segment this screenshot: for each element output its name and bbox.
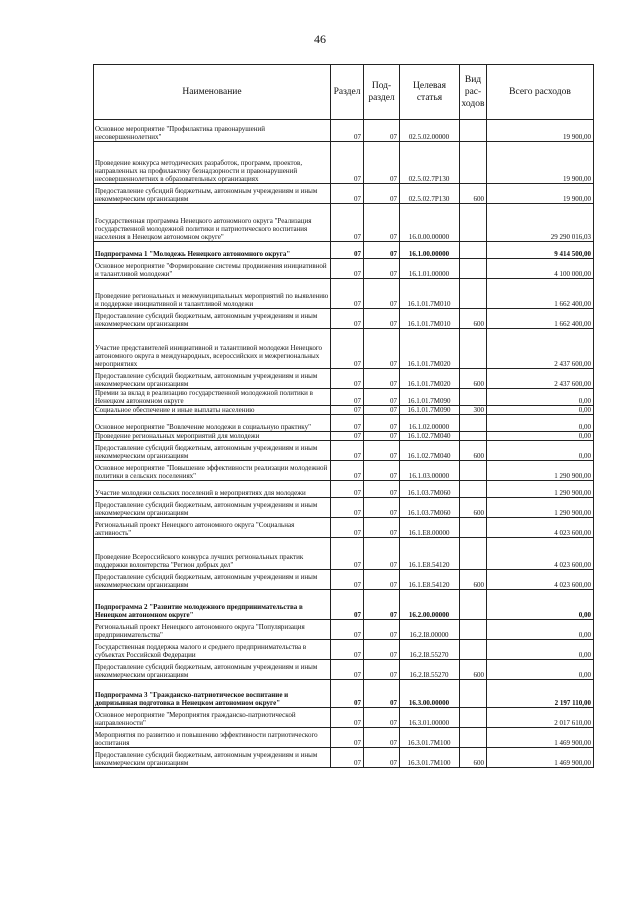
table-row: [94, 259, 594, 279]
row-total: 9 414 500,00: [487, 242, 594, 259]
row-subsection: 07: [364, 441, 400, 461]
row-section: 07: [331, 728, 364, 748]
row-target: 02.5.02.00000: [400, 120, 460, 142]
row-total: 4 023 600,00: [487, 518, 594, 538]
row-name: Основное мероприятие "Вовлечение молодежи в социальную практику": [94, 415, 331, 432]
table-row: [94, 309, 594, 329]
row-expense-type: 300: [460, 406, 487, 415]
row-name: Основное мероприятие "Формирование системы продвижения инициативной и талантливой молодежи": [94, 259, 331, 279]
table-row: [94, 708, 594, 728]
row-total: 0,00: [487, 406, 594, 415]
row-total: 1 662 400,00: [487, 279, 594, 309]
row-subsection: 07: [364, 309, 400, 329]
row-section: 07: [331, 441, 364, 461]
row-expense-type: [460, 329, 487, 369]
row-section: 07: [331, 461, 364, 481]
table-row: [94, 204, 594, 242]
row-name: Государственная программа Ненецкого автономного округа "Реализация государственной молодежной политики и патриотического воспитания населения в Ненецком автономном округе": [94, 204, 331, 242]
row-total: 1 469 900,00: [487, 748, 594, 768]
header-name: Наименование: [94, 65, 331, 120]
header-subsection: Под-раздел: [364, 65, 400, 120]
row-subsection: 07: [364, 242, 400, 259]
row-target: 16.2.I8.55270: [400, 660, 460, 680]
table-row: [94, 538, 594, 570]
row-expense-type: [460, 204, 487, 242]
row-total: 19 900,00: [487, 120, 594, 142]
table-row: [94, 590, 594, 620]
table-row: [94, 432, 594, 441]
row-target: 16.1.02.7М040: [400, 441, 460, 461]
row-expense-type: [460, 538, 487, 570]
row-name: Основное мероприятие "Мероприятия гражданско-патриотической направленности": [94, 708, 331, 728]
row-target: 16.1.01.7М020: [400, 369, 460, 389]
row-subsection: 07: [364, 184, 400, 204]
row-section: 07: [331, 538, 364, 570]
row-target: 16.1.01.7М090: [400, 389, 460, 406]
row-subsection: 07: [364, 204, 400, 242]
row-expense-type: [460, 279, 487, 309]
row-section: 07: [331, 415, 364, 432]
row-target: 16.2.I8.00000: [400, 620, 460, 640]
table-row: [94, 728, 594, 748]
row-section: 07: [331, 498, 364, 518]
row-total: 0,00: [487, 620, 594, 640]
row-subsection: 07: [364, 620, 400, 640]
table-row: [94, 748, 594, 768]
row-target: 16.1.01.7М020: [400, 329, 460, 369]
row-subsection: 07: [364, 120, 400, 142]
row-target: 16.1.01.7М010: [400, 309, 460, 329]
budget-table: [93, 64, 594, 768]
row-subsection: 07: [364, 415, 400, 432]
row-name: Премии за вклад в реализацию государственной молодежной политики в Ненецком автономном округе: [94, 389, 331, 406]
row-expense-type: [460, 590, 487, 620]
row-subsection: 07: [364, 369, 400, 389]
row-target: 16.1.Е8.00000: [400, 518, 460, 538]
row-name: Предоставление субсидий бюджетным, автономным учреждениям и иным некоммерческим организациям: [94, 748, 331, 768]
row-expense-type: [460, 142, 487, 184]
header-section: Раздел: [331, 65, 364, 120]
row-subsection: 07: [364, 708, 400, 728]
row-target: 16.3.00.00000: [400, 680, 460, 708]
row-subsection: 07: [364, 538, 400, 570]
row-expense-type: [460, 708, 487, 728]
row-subsection: 07: [364, 590, 400, 620]
row-expense-type: [460, 481, 487, 498]
row-section: 07: [331, 570, 364, 590]
row-total: 1 469 900,00: [487, 728, 594, 748]
row-target: 16.1.03.7М060: [400, 498, 460, 518]
table-body: [94, 120, 594, 768]
row-target: 02.5.02.7Р130: [400, 184, 460, 204]
table-row: [94, 142, 594, 184]
row-section: 07: [331, 680, 364, 708]
row-name: Предоставление субсидий бюджетным, автономным учреждениям и иным некоммерческим организациям: [94, 570, 331, 590]
row-expense-type: 600: [460, 369, 487, 389]
row-expense-type: [460, 461, 487, 481]
row-name: Предоставление субсидий бюджетным, автономным учреждениям и иным некоммерческим организациям: [94, 660, 331, 680]
row-total: 2 017 610,00: [487, 708, 594, 728]
table-row: [94, 620, 594, 640]
row-expense-type: [460, 680, 487, 708]
row-total: 1 662 400,00: [487, 309, 594, 329]
row-subsection: 07: [364, 259, 400, 279]
row-subsection: 07: [364, 461, 400, 481]
row-name: Подпрограмма 3 "Гражданско-патриотическое воспитание и допризывная подготовка в Ненецком автономном округе": [94, 680, 331, 708]
row-name: Участие молодежи сельских поселений в мероприятиях для молодежи: [94, 481, 331, 498]
row-subsection: 07: [364, 142, 400, 184]
row-section: 07: [331, 279, 364, 309]
row-subsection: 07: [364, 660, 400, 680]
row-target: 16.1.Е8.54120: [400, 570, 460, 590]
row-total: 19 900,00: [487, 142, 594, 184]
row-section: 07: [331, 242, 364, 259]
row-subsection: 07: [364, 640, 400, 660]
row-name: Социальное обеспечение и иные выплаты населению: [94, 406, 331, 415]
row-section: 07: [331, 620, 364, 640]
row-name: Предоставление субсидий бюджетным, автономным учреждениям и иным некоммерческим организациям: [94, 441, 331, 461]
row-target: 16.1.03.7М060: [400, 481, 460, 498]
row-total: 1 290 900,00: [487, 461, 594, 481]
row-name: Предоставление субсидий бюджетным, автономным учреждениям и иным некоммерческим организациям: [94, 369, 331, 389]
page-number: 46: [314, 32, 326, 46]
row-section: 07: [331, 640, 364, 660]
row-section: 07: [331, 748, 364, 768]
row-expense-type: 600: [460, 660, 487, 680]
row-subsection: 07: [364, 518, 400, 538]
row-name: Предоставление субсидий бюджетным, автономным учреждениям и иным некоммерческим организациям: [94, 498, 331, 518]
row-subsection: 07: [364, 406, 400, 415]
table-row: [94, 279, 594, 309]
row-subsection: 07: [364, 498, 400, 518]
row-name: Региональный проект Ненецкого автономного округа "Социальная активность": [94, 518, 331, 538]
row-name: Участие представителей инициативной и талантливой молодежи Ненецкого автономного округа в международных, всероссийских и межрегиональных мероприятиях: [94, 329, 331, 369]
row-name: Государственная поддержка малого и среднего предпринимательства в субъектах Российской Федерации: [94, 640, 331, 660]
table-row: [94, 570, 594, 590]
table-row: [94, 441, 594, 461]
row-expense-type: [460, 640, 487, 660]
row-subsection: 07: [364, 389, 400, 406]
row-section: 07: [331, 204, 364, 242]
row-section: 07: [331, 518, 364, 538]
row-section: 07: [331, 369, 364, 389]
table-row: [94, 369, 594, 389]
row-subsection: 07: [364, 680, 400, 708]
row-total: 4 100 000,00: [487, 259, 594, 279]
row-subsection: 07: [364, 728, 400, 748]
row-target: 16.1.01.7М090: [400, 406, 460, 415]
row-expense-type: 600: [460, 570, 487, 590]
header-expense-type: Вид рас-ходов: [460, 65, 487, 120]
row-section: 07: [331, 660, 364, 680]
row-expense-type: [460, 259, 487, 279]
row-subsection: 07: [364, 279, 400, 309]
row-name: Подпрограмма 1 "Молодежь Ненецкого автономного округа": [94, 242, 331, 259]
row-target: 16.1.00.00000: [400, 242, 460, 259]
header-target: Целевая статья: [400, 65, 460, 120]
table-row: [94, 498, 594, 518]
row-section: 07: [331, 481, 364, 498]
row-expense-type: [460, 518, 487, 538]
row-name: Проведение конкурса методических разработок, программ, проектов, направленных на профилактику безнадзорности и правонарушений несовершеннолетних в образовательных организациях: [94, 142, 331, 184]
row-name: Проведение Всероссийского конкурса лучших региональных практик поддержки волонтерства "Регион добрых дел": [94, 538, 331, 570]
row-expense-type: 600: [460, 441, 487, 461]
row-total: 1 290 900,00: [487, 481, 594, 498]
table-row: [94, 120, 594, 142]
row-total: 0,00: [487, 415, 594, 432]
row-name: Предоставление субсидий бюджетным, автономным учреждениям и иным некоммерческим организациям: [94, 184, 331, 204]
row-target: 16.1.01.00000: [400, 259, 460, 279]
row-total: 19 900,00: [487, 184, 594, 204]
row-total: 0,00: [487, 441, 594, 461]
row-expense-type: [460, 415, 487, 432]
row-expense-type: 600: [460, 184, 487, 204]
row-target: 16.0.00.00000: [400, 204, 460, 242]
table-row: [94, 518, 594, 538]
row-name: Проведение региональных и межмуниципальных мероприятий по выявлению и поддержке инициативной и талантливой молодежи: [94, 279, 331, 309]
table-row: [94, 461, 594, 481]
row-expense-type: [460, 389, 487, 406]
table-row: [94, 406, 594, 415]
row-name: Основное мероприятие "Повышение эффективности реализации молодежной политики в сельских поселениях": [94, 461, 331, 481]
row-total: 2 197 110,00: [487, 680, 594, 708]
row-total: 0,00: [487, 389, 594, 406]
row-subsection: 07: [364, 329, 400, 369]
row-target: 16.3.01.7М100: [400, 728, 460, 748]
row-target: 02.5.02.7Р130: [400, 142, 460, 184]
row-target: 16.3.01.00000: [400, 708, 460, 728]
row-expense-type: 600: [460, 498, 487, 518]
row-name: Основное мероприятие "Профилактика правонарушений несовершеннолетних": [94, 120, 331, 142]
header-total: Всего расходов: [487, 65, 594, 120]
row-subsection: 07: [364, 481, 400, 498]
table-row: [94, 389, 594, 406]
row-name: Подпрограмма 2 "Развитие молодежного предпринимательства в Ненецком автономном округе": [94, 590, 331, 620]
row-target: 16.2.00.00000: [400, 590, 460, 620]
row-section: 07: [331, 142, 364, 184]
table-row: [94, 640, 594, 660]
row-section: 07: [331, 329, 364, 369]
row-name: Предоставление субсидий бюджетным, автономным учреждениям и иным некоммерческим организациям: [94, 309, 331, 329]
row-total: 1 290 900,00: [487, 498, 594, 518]
row-total: 0,00: [487, 660, 594, 680]
row-section: 07: [331, 184, 364, 204]
row-section: 07: [331, 406, 364, 415]
row-section: 07: [331, 708, 364, 728]
row-total: 0,00: [487, 432, 594, 441]
table-row: [94, 415, 594, 432]
row-target: 16.1.03.00000: [400, 461, 460, 481]
row-subsection: 07: [364, 748, 400, 768]
row-section: 07: [331, 432, 364, 441]
row-target: 16.2.I8.55270: [400, 640, 460, 660]
row-total: 2 437 600,00: [487, 369, 594, 389]
row-name: Проведение региональных мероприятий для молодежи: [94, 432, 331, 441]
row-total: 4 023 600,00: [487, 570, 594, 590]
row-subsection: 07: [364, 432, 400, 441]
row-target: 16.1.02.00000: [400, 415, 460, 432]
table-row: [94, 242, 594, 259]
row-total: 29 290 016,03: [487, 204, 594, 242]
row-target: 16.1.02.7М040: [400, 432, 460, 441]
row-total: 4 023 600,00: [487, 538, 594, 570]
row-expense-type: 600: [460, 748, 487, 768]
row-total: 0,00: [487, 590, 594, 620]
row-expense-type: [460, 242, 487, 259]
table-row: [94, 680, 594, 708]
row-target: 16.3.01.7М100: [400, 748, 460, 768]
row-name: Мероприятия по развитию и повышению эффективности патриотического воспитания: [94, 728, 331, 748]
row-expense-type: 600: [460, 309, 487, 329]
row-expense-type: [460, 432, 487, 441]
table-header-row: [94, 65, 594, 120]
table-row: [94, 329, 594, 369]
table-row: [94, 481, 594, 498]
row-section: 07: [331, 309, 364, 329]
row-target: 16.1.01.7М010: [400, 279, 460, 309]
row-section: 07: [331, 120, 364, 142]
row-total: 2 437 600,00: [487, 329, 594, 369]
row-expense-type: [460, 620, 487, 640]
row-target: 16.1.Е8.54120: [400, 538, 460, 570]
row-expense-type: [460, 728, 487, 748]
row-section: 07: [331, 389, 364, 406]
row-name: Региональный проект Ненецкого автономного округа "Популяризация предпринимательства": [94, 620, 331, 640]
row-expense-type: [460, 120, 487, 142]
table-row: [94, 184, 594, 204]
row-section: 07: [331, 590, 364, 620]
row-subsection: 07: [364, 570, 400, 590]
table-row: [94, 660, 594, 680]
row-section: 07: [331, 259, 364, 279]
row-total: 0,00: [487, 640, 594, 660]
